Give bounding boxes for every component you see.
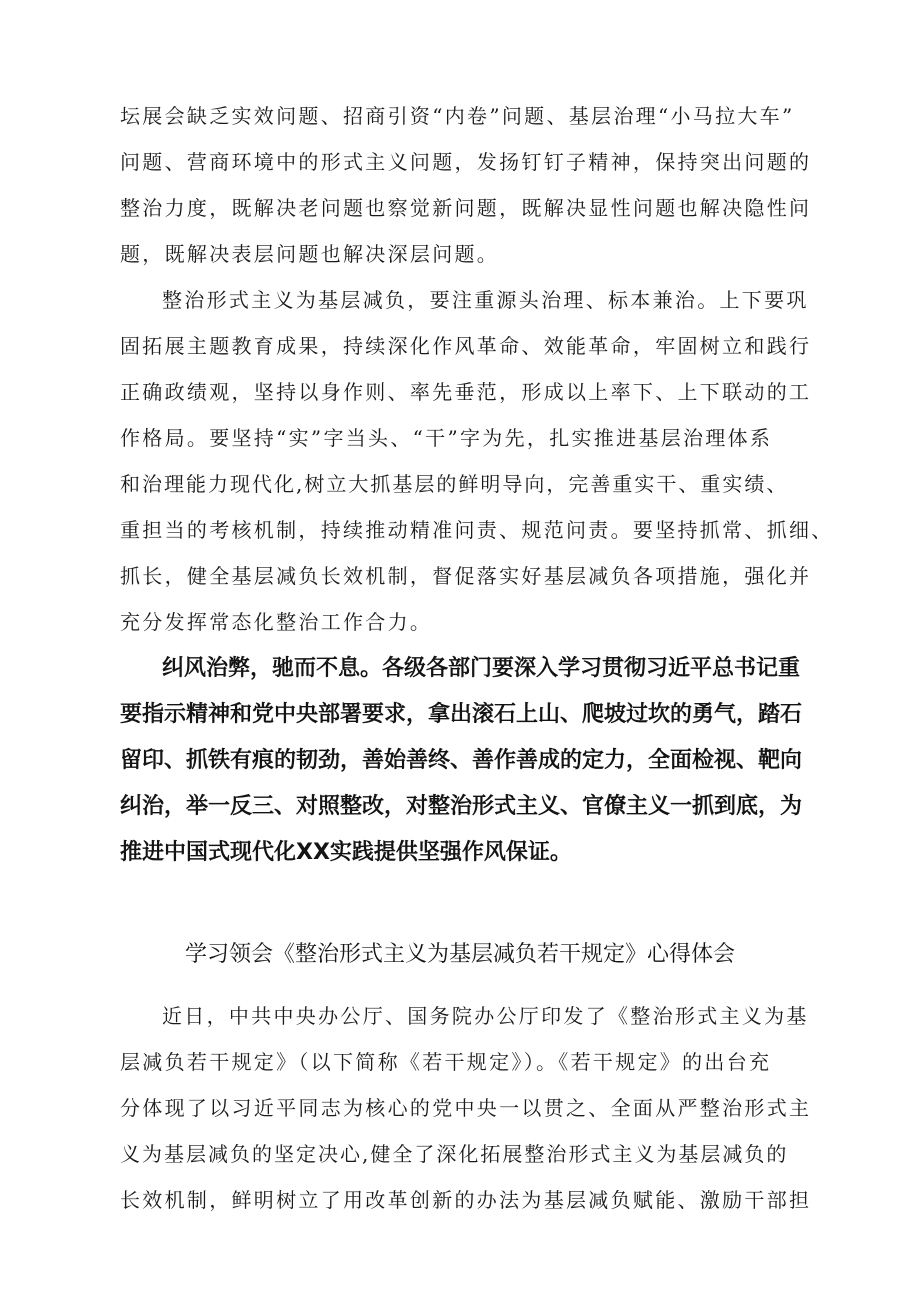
paragraph-line: 正确政绩观，坚持以身作则、率先垂范，形成以上率下、上下联动的工 [120,380,812,404]
paragraph-line: 题，既解决表层问题也解决深层问题。 [120,242,500,266]
paragraph-line: 近日，中共中央办公厅、国务院办公厅印发了《整治形式主义为基 [162,1004,809,1028]
paragraph-line: 整治形式主义为基层减负，要注重源头治理、标本兼治。上下要巩 [162,288,809,312]
paragraph-line: 充分发挥常态化整治工作合力。 [120,610,433,634]
paragraph-line: 作格局。要坚持“实”字当头、“干”字为先，扎实推进基层治理体系 [120,426,773,450]
paragraph-line: 分体现了以习近平同志为核心的党中央一以贯之、全面从严整治形式主 [120,1096,812,1120]
paragraph-line: 要指示精神和党中央部署要求，拿出滚石上山、爬坡过坎的勇气，踏石 [120,702,803,727]
paragraph-line: 义为基层减负的坚定决心,健全了深化拓展整治形式主义为基层减负的 [120,1142,789,1166]
paragraph-line: 重担当的考核机制，持续推动精准问责、规范问责。要坚持抓常、抓细、 [120,518,834,542]
paragraph-line: 坛展会缺乏实效问题、招商引资“内卷”问题、基层治理“小马拉大车” [120,104,795,128]
paragraph-line: 固拓展主题教育成果，持续深化作风革命、效能革命，牢固树立和践行 [120,334,812,358]
paragraph-line: 推进中国式现代化XX实践提供坚强作风保证。 [120,840,572,865]
paragraph-line: 抓长，健全基层减负长效机制，督促落实好基层减负各项措施，强化并 [120,564,812,588]
paragraph-line: 留印、抓铁有痕的韧劲，善始善终、善作善成的定力，全面检视、靶向 [120,748,803,773]
paragraph-line: 问题、营商环境中的形式主义问题，发扬钉钉子精神，保持突出问题的 [120,150,812,174]
paragraph-line: 层减负若干规定》（以下简称《若干规定》）。《若干规定》的出台充 [120,1050,772,1074]
article-title: 学习领会《整治形式主义为基层减负若干规定》心得体会 [184,942,735,967]
paragraph-line: 和治理能力现代化,树立大抓基层的鲜明导向，完善重实干、重实绩、 [120,472,789,496]
paragraph-line: 整治力度，既解决老问题也察觉新问题，既解决显性问题也解决隐性问 [120,196,812,220]
paragraph-line: 纠治，举一反三、对照整改，对整治形式主义、官僚主义一抓到底，为 [120,794,803,819]
paragraph-line: 长效机制，鲜明树立了用改革创新的办法为基层减负赋能、激励干部担 [120,1188,812,1212]
paragraph-line: 纠风治弊，驰而不息。各级各部门要深入学习贯彻习近平总书记重 [162,656,801,681]
